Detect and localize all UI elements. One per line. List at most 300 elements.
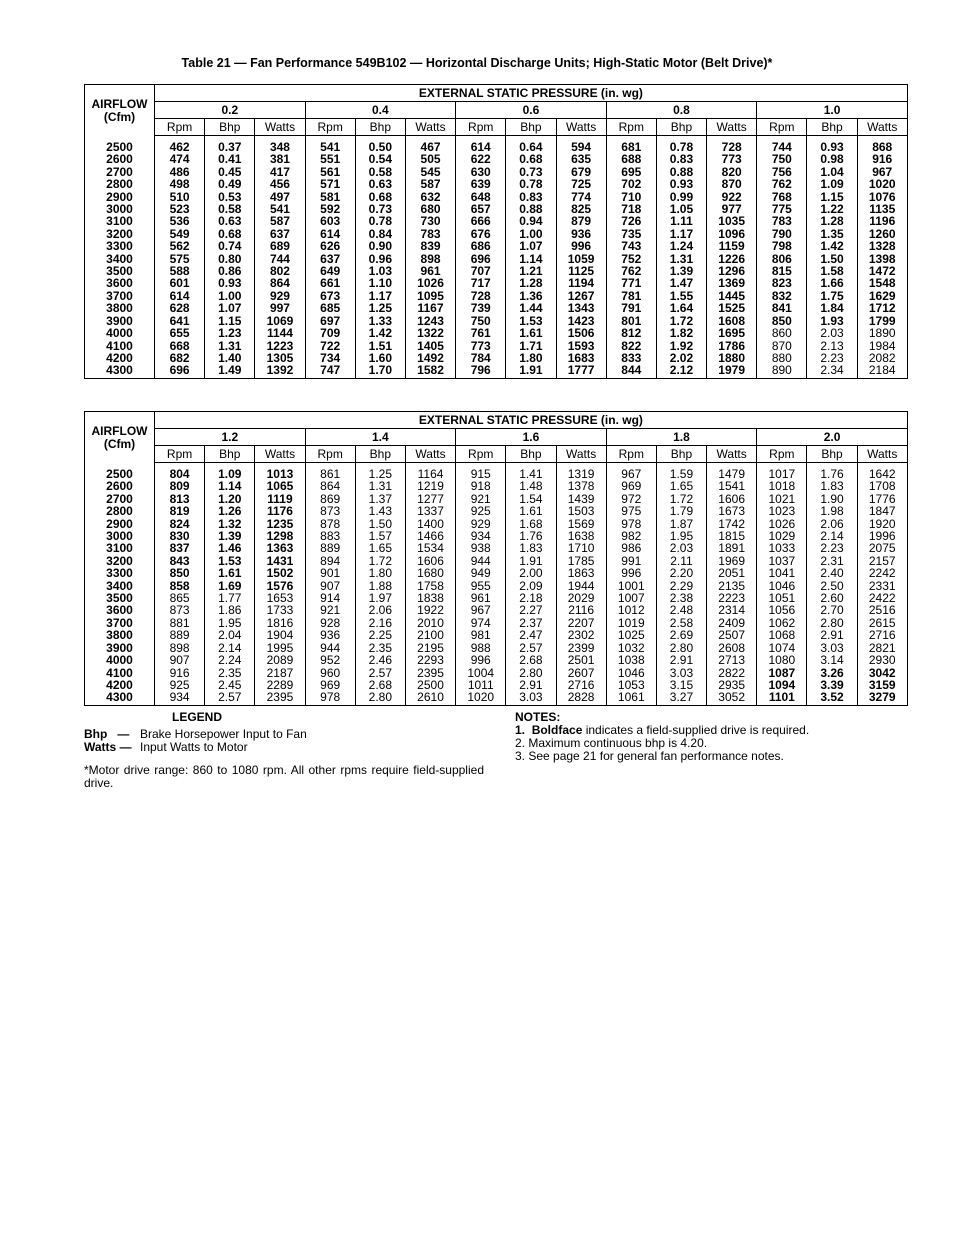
value-cell: 1606: [405, 555, 455, 567]
value-cell: 0.84: [355, 228, 405, 240]
value-cell: 2.27: [506, 604, 556, 616]
value-cell: 879: [556, 215, 606, 227]
value-cell: 1.83: [506, 542, 556, 554]
value-cell: 2822: [707, 667, 757, 679]
value-cell: 614: [456, 136, 506, 154]
value-cell: 986: [606, 542, 656, 554]
airflow-cell: 3900: [85, 315, 155, 327]
value-cell: 717: [456, 277, 506, 289]
value-cell: 505: [405, 153, 455, 165]
value-cell: 1061: [606, 691, 656, 705]
value-cell: 637: [305, 253, 355, 265]
value-cell: 783: [405, 228, 455, 240]
value-cell: 649: [305, 265, 355, 277]
value-cell: 1068: [757, 629, 807, 641]
note-2: 2. Maximum continuous bhp is 4.20.: [515, 736, 708, 750]
value-cell: 3052: [707, 691, 757, 705]
value-cell: 762: [757, 178, 807, 190]
value-cell: 2314: [707, 604, 757, 616]
value-cell: 1.14: [506, 253, 556, 265]
value-cell: 1.10: [355, 277, 405, 289]
value-cell: 0.37: [205, 136, 255, 154]
value-cell: 1328: [868, 239, 896, 254]
value-cell: 1322: [405, 327, 455, 339]
value-cell: 1891: [707, 542, 757, 554]
unit-header: Rpm: [155, 119, 205, 136]
value-cell: 1405: [405, 340, 455, 352]
airflow-cell: 4100: [85, 667, 155, 679]
value-cell: 486: [155, 166, 205, 178]
table-row: [85, 604, 908, 616]
value-cell: 2.29: [656, 580, 706, 592]
value-cell: 768: [757, 191, 807, 203]
value-cell: 796: [456, 364, 506, 378]
value-cell: 1159: [707, 240, 757, 252]
unit-header: Rpm: [456, 119, 506, 136]
value-cell: 3.15: [656, 679, 706, 691]
value-cell: 2821: [868, 640, 896, 655]
value-cell: 928: [305, 617, 355, 629]
value-cell: 2.58: [656, 617, 706, 629]
value-cell: 2.03: [807, 327, 857, 339]
value-cell: 1026: [405, 277, 455, 289]
value-cell: 1012: [606, 604, 656, 616]
airflow-label: AIRFLOW: [91, 424, 148, 438]
value-cell: 996: [606, 567, 656, 579]
unit-header: Rpm: [305, 446, 355, 463]
value-cell: 771: [606, 277, 656, 289]
airflow-cell: 3700: [85, 290, 155, 302]
value-cell: 2.34: [807, 364, 857, 378]
value-cell: 1041: [757, 567, 807, 579]
value-cell: 1492: [405, 352, 455, 364]
value-cell: 630: [456, 166, 506, 178]
value-cell: 0.83: [656, 153, 706, 165]
value-cell: 1017: [757, 463, 807, 481]
value-cell: 0.54: [355, 153, 405, 165]
value-cell: 1398: [868, 251, 896, 266]
value-cell: 2116: [556, 604, 606, 616]
value-cell: 1.17: [656, 228, 706, 240]
value-cell: 1260: [868, 226, 896, 241]
value-cell: 996: [556, 240, 606, 252]
value-cell: 1.88: [355, 580, 405, 592]
airflow-cell: 4200: [85, 352, 155, 364]
value-cell: 1.54: [506, 493, 556, 505]
value-cell: 1046: [606, 667, 656, 679]
value-cell: 1.17: [355, 290, 405, 302]
value-cell: 961: [456, 592, 506, 604]
value-cell: 1.32: [205, 518, 255, 530]
value-cell: 601: [155, 277, 205, 289]
value-cell: 784: [456, 352, 506, 364]
value-cell: 3.39: [807, 679, 857, 691]
value-cell: 0.90: [355, 240, 405, 252]
value-cell: 1506: [556, 327, 606, 339]
value-cell: 561: [305, 166, 355, 178]
value-cell: 571: [305, 178, 355, 190]
value-cell: 2.80: [656, 642, 706, 654]
value-cell: 922: [707, 191, 757, 203]
value-cell: 3042: [868, 665, 896, 680]
value-cell: 744: [757, 136, 807, 154]
value-cell: 750: [757, 153, 807, 165]
airflow-cell: 3100: [85, 215, 155, 227]
value-cell: 497: [255, 191, 305, 203]
value-cell: 1.11: [656, 215, 706, 227]
value-cell: 809: [155, 480, 205, 492]
airflow-cell: 3800: [85, 629, 155, 641]
value-cell: 2100: [405, 629, 455, 641]
airflow-cell: 3100: [85, 542, 155, 554]
value-cell: 0.86: [205, 265, 255, 277]
table-row: [85, 327, 908, 339]
value-cell: 551: [305, 153, 355, 165]
value-cell: 1056: [757, 604, 807, 616]
value-cell: 1815: [707, 530, 757, 542]
value-cell: 2.50: [807, 580, 857, 592]
value-cell: 934: [456, 530, 506, 542]
value-cell: 1.47: [656, 277, 706, 289]
value-cell: 1.40: [205, 352, 255, 364]
value-cell: 2501: [556, 654, 606, 666]
value-cell: 0.98: [807, 153, 857, 165]
value-cell: 1642: [868, 467, 896, 481]
value-cell: 916: [155, 667, 205, 679]
pressure-header: 0.2: [155, 102, 306, 119]
value-cell: 1.76: [506, 530, 556, 542]
value-cell: 2422: [868, 591, 896, 606]
value-cell: 790: [757, 228, 807, 240]
value-cell: 2.24: [205, 654, 255, 666]
value-cell: 804: [155, 463, 205, 481]
value-cell: 944: [305, 642, 355, 654]
value-cell: 944: [456, 555, 506, 567]
value-cell: 1.53: [506, 315, 556, 327]
value-cell: 2.40: [807, 567, 857, 579]
value-cell: 1776: [868, 491, 896, 506]
table-row: [85, 629, 908, 641]
value-cell: 1.84: [807, 302, 857, 314]
fan-performance-table-low: [84, 84, 908, 379]
airflow-cell: 2500: [85, 136, 155, 154]
value-cell: 1019: [606, 617, 656, 629]
value-cell: 1.64: [656, 302, 706, 314]
value-cell: 0.93: [656, 178, 706, 190]
value-cell: 2.57: [355, 667, 405, 679]
unit-header: Watts: [405, 446, 455, 463]
value-cell: 2507: [707, 629, 757, 641]
value-cell: 1733: [255, 604, 305, 616]
value-cell: 952: [305, 654, 355, 666]
airflow-cell: 3400: [85, 253, 155, 265]
value-cell: 978: [606, 518, 656, 530]
airflow-cell: 3300: [85, 240, 155, 252]
value-cell: 3.52: [807, 691, 857, 705]
value-cell: 1922: [405, 604, 455, 616]
value-cell: 1.25: [355, 302, 405, 314]
legend: [84, 711, 504, 790]
value-cell: 2289: [255, 679, 305, 691]
value-cell: 2500: [405, 679, 455, 691]
value-cell: 2.23: [807, 352, 857, 364]
value-cell: 2716: [868, 628, 896, 643]
value-cell: 1904: [255, 629, 305, 641]
airflow-cell: 3900: [85, 642, 155, 654]
value-cell: 1.33: [355, 315, 405, 327]
value-cell: 1018: [757, 480, 807, 492]
value-cell: 726: [606, 215, 656, 227]
value-cell: 1074: [757, 642, 807, 654]
value-cell: 2.06: [807, 518, 857, 530]
value-cell: 2089: [255, 654, 305, 666]
value-cell: 2.18: [506, 592, 556, 604]
airflow-cell: 3700: [85, 617, 155, 629]
value-cell: 2.60: [807, 592, 857, 604]
value-cell: 3279: [868, 690, 896, 705]
value-cell: 820: [707, 166, 757, 178]
value-cell: 860: [757, 327, 807, 339]
unit-header: Bhp: [205, 119, 255, 136]
value-cell: 734: [305, 352, 355, 364]
value-cell: 536: [155, 215, 205, 227]
unit-header: Watts: [255, 446, 305, 463]
value-cell: 456: [255, 178, 305, 190]
value-cell: 1.58: [807, 265, 857, 277]
table-row: [85, 505, 908, 517]
value-cell: 1673: [707, 505, 757, 517]
value-cell: 1445: [707, 290, 757, 302]
pressure-header: 2.0: [757, 429, 908, 446]
value-cell: 1.65: [656, 480, 706, 492]
value-cell: 1035: [707, 215, 757, 227]
value-cell: 1125: [556, 265, 606, 277]
value-cell: 1.80: [355, 567, 405, 579]
airflow-cell: 2600: [85, 153, 155, 165]
value-cell: 1.70: [355, 364, 405, 378]
value-cell: 1816: [255, 617, 305, 629]
value-cell: 925: [155, 679, 205, 691]
value-cell: 0.74: [205, 240, 255, 252]
value-cell: 614: [305, 228, 355, 240]
value-cell: 1.59: [656, 463, 706, 481]
value-cell: 1.15: [205, 315, 255, 327]
value-cell: 1004: [456, 667, 506, 679]
value-cell: 1785: [556, 555, 606, 567]
airflow-header: [85, 412, 155, 463]
value-cell: 869: [305, 493, 355, 505]
value-cell: 3.03: [656, 667, 706, 679]
legend-item-watts: [84, 741, 504, 754]
value-cell: 798: [757, 240, 807, 252]
value-cell: 916: [872, 152, 893, 167]
value-cell: 575: [155, 253, 205, 265]
value-cell: 1.91: [506, 364, 556, 378]
value-cell: 0.58: [355, 166, 405, 178]
legend-desc: Brake Horsepower Input to Fan: [140, 727, 307, 741]
value-cell: 813: [155, 493, 205, 505]
value-cell: 1243: [405, 315, 455, 327]
value-cell: 1.42: [807, 240, 857, 252]
value-cell: 773: [707, 153, 757, 165]
value-cell: 1062: [757, 617, 807, 629]
value-cell: 1.14: [205, 480, 255, 492]
value-cell: 1799: [868, 313, 896, 328]
value-cell: 1176: [255, 505, 305, 517]
value-cell: 1.68: [506, 518, 556, 530]
value-cell: 841: [757, 302, 807, 314]
value-cell: 2935: [707, 679, 757, 691]
value-cell: 3.26: [807, 667, 857, 679]
value-cell: 587: [405, 178, 455, 190]
value-cell: 0.73: [506, 166, 556, 178]
unit-header: Bhp: [807, 119, 857, 136]
value-cell: 1.93: [807, 315, 857, 327]
value-cell: 2051: [707, 567, 757, 579]
value-cell: 2516: [868, 603, 896, 618]
value-cell: 1.50: [807, 253, 857, 265]
airflow-cell: 3600: [85, 277, 155, 289]
value-cell: 1.69: [205, 580, 255, 592]
value-cell: 3.03: [506, 691, 556, 705]
value-cell: 1.66: [807, 277, 857, 289]
airflow-cell: 4000: [85, 327, 155, 339]
value-cell: 1479: [707, 463, 757, 481]
value-cell: 969: [606, 480, 656, 492]
value-cell: 1.95: [205, 617, 255, 629]
value-cell: 0.80: [205, 253, 255, 265]
value-cell: 815: [757, 265, 807, 277]
unit-header: Rpm: [456, 446, 506, 463]
value-cell: 1638: [556, 530, 606, 542]
value-cell: 744: [255, 253, 305, 265]
value-cell: 830: [155, 530, 205, 542]
value-cell: 1059: [556, 253, 606, 265]
value-cell: 936: [305, 629, 355, 641]
value-cell: 549: [155, 228, 205, 240]
value-cell: 1.31: [355, 480, 405, 492]
value-cell: 774: [556, 191, 606, 203]
value-cell: 685: [305, 302, 355, 314]
value-cell: 467: [405, 136, 455, 154]
unit-header: Watts: [707, 119, 757, 136]
value-cell: 1944: [556, 580, 606, 592]
airflow-cell: 4000: [85, 654, 155, 666]
value-cell: 1920: [868, 516, 896, 531]
value-cell: 689: [255, 240, 305, 252]
value-cell: 1.60: [355, 352, 405, 364]
value-cell: 880: [757, 352, 807, 364]
value-cell: 603: [305, 215, 355, 227]
value-cell: 981: [456, 629, 506, 641]
value-cell: 1838: [405, 592, 455, 604]
value-cell: 1076: [868, 189, 896, 204]
value-cell: 1023: [757, 505, 807, 517]
value-cell: 883: [305, 530, 355, 542]
value-cell: 1011: [456, 679, 506, 691]
value-cell: 2.35: [355, 642, 405, 654]
value-cell: 960: [305, 667, 355, 679]
value-cell: 2395: [255, 691, 305, 705]
value-cell: 1.15: [807, 191, 857, 203]
value-cell: 1.36: [506, 290, 556, 302]
value-cell: 861: [305, 463, 355, 481]
value-cell: 0.63: [355, 178, 405, 190]
value-cell: 523: [155, 203, 205, 215]
value-cell: 2331: [868, 578, 896, 593]
value-cell: 728: [456, 290, 506, 302]
legend-abbr: Bhp —: [84, 727, 130, 741]
unit-header: Rpm: [305, 119, 355, 136]
value-cell: 2.69: [656, 629, 706, 641]
value-cell: 2082: [868, 350, 896, 365]
unit-header: Watts: [556, 446, 606, 463]
value-cell: 1.61: [506, 505, 556, 517]
value-cell: 1606: [707, 493, 757, 505]
value-cell: 988: [456, 642, 506, 654]
value-cell: 974: [456, 617, 506, 629]
value-cell: 756: [757, 166, 807, 178]
value-cell: 1.55: [656, 290, 706, 302]
value-cell: 743: [606, 240, 656, 252]
pressure-header: 1.6: [456, 429, 607, 446]
value-cell: 837: [155, 542, 205, 554]
value-cell: 1.71: [506, 340, 556, 352]
value-cell: 725: [556, 178, 606, 190]
value-cell: 1.50: [355, 518, 405, 530]
value-cell: 1466: [405, 530, 455, 542]
value-cell: 2293: [405, 654, 455, 666]
value-cell: 2.91: [656, 654, 706, 666]
value-cell: 2395: [405, 667, 455, 679]
value-cell: 802: [255, 265, 305, 277]
value-cell: 844: [606, 364, 656, 378]
value-cell: 628: [155, 302, 205, 314]
unit-header: Watts: [405, 119, 455, 136]
value-cell: 1.00: [205, 290, 255, 302]
airflow-cell: 3500: [85, 592, 155, 604]
table-row: [85, 567, 908, 579]
value-cell: 2.68: [506, 654, 556, 666]
value-cell: 1021: [757, 493, 807, 505]
value-cell: 1534: [405, 542, 455, 554]
note-1: 1. Boldface indicates a field-supplied drive is required.: [515, 723, 810, 737]
value-cell: 635: [556, 153, 606, 165]
value-cell: 890: [757, 364, 807, 378]
notes-title: NOTES:: [515, 710, 561, 724]
value-cell: 934: [155, 691, 205, 705]
value-cell: 474: [155, 153, 205, 165]
airflow-cell: 3200: [85, 228, 155, 240]
table-row: [85, 302, 908, 314]
airflow-cell: 3200: [85, 555, 155, 567]
value-cell: 682: [155, 352, 205, 364]
value-cell: 1.80: [506, 352, 556, 364]
value-cell: 2399: [556, 642, 606, 654]
value-cell: 1.39: [656, 265, 706, 277]
value-cell: 735: [606, 228, 656, 240]
value-cell: 676: [456, 228, 506, 240]
table-row: [85, 178, 908, 190]
value-cell: 1.83: [807, 480, 857, 492]
value-cell: 752: [606, 253, 656, 265]
value-cell: 1.39: [205, 530, 255, 542]
value-cell: 562: [155, 240, 205, 252]
value-cell: 0.45: [205, 166, 255, 178]
value-cell: 0.41: [205, 153, 255, 165]
value-cell: 661: [305, 277, 355, 289]
value-cell: 1.25: [355, 463, 405, 481]
